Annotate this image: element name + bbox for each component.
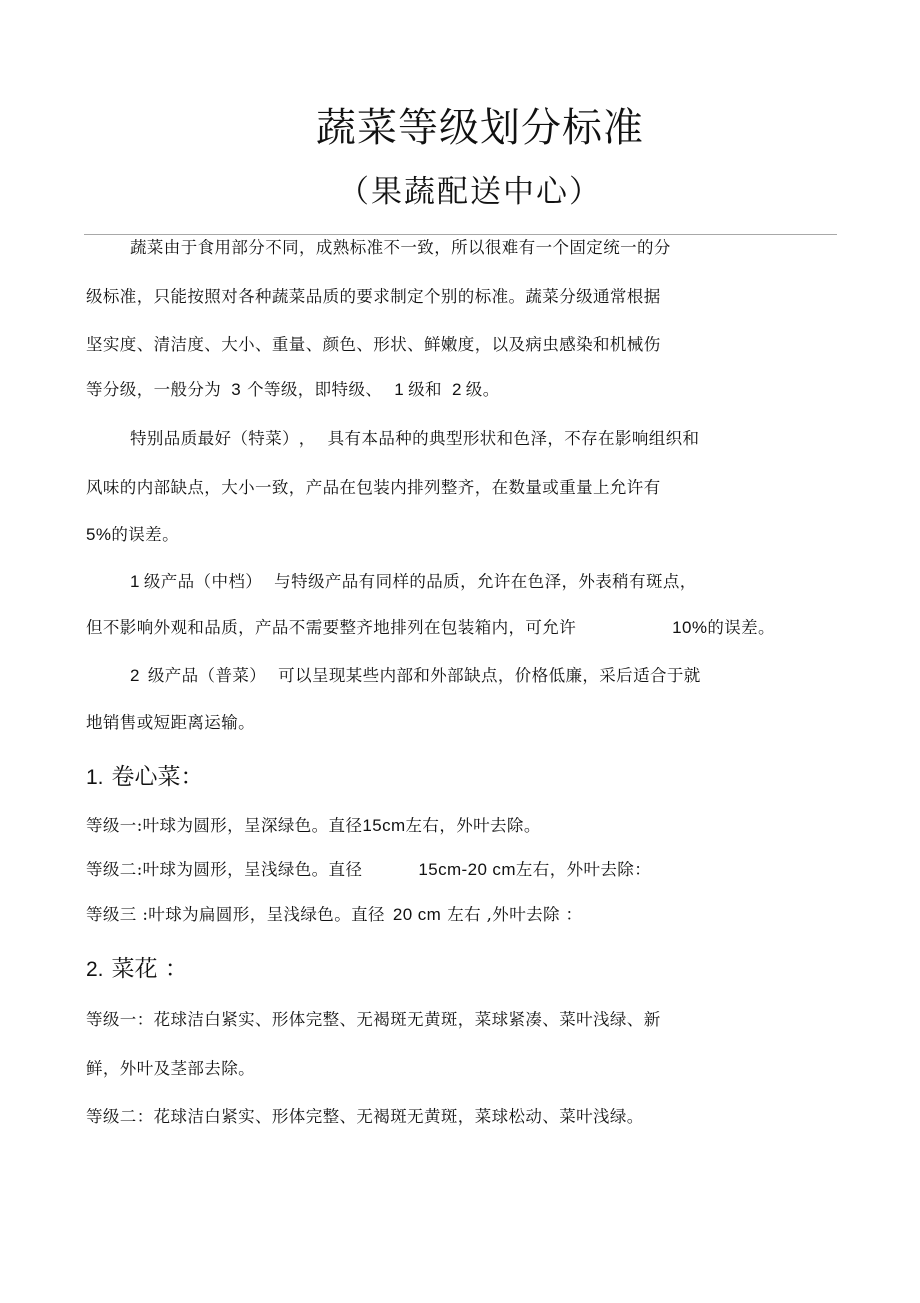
grade2-number: 2 <box>130 666 140 685</box>
grade-count: 3 <box>231 380 242 399</box>
section-heading-cauliflower <box>86 954 188 985</box>
special-label: 特别品质最好（特菜） <box>130 429 291 448</box>
section-heading-cabbage <box>86 762 204 793</box>
section-number: 2. <box>86 958 104 981</box>
special-text: 具有本品种的典型形状和色泽，不存在影响组织和 <box>327 429 700 448</box>
grade-text: 等级三 :叶球为扁圆形，呈浅绿色。直径 <box>86 905 385 924</box>
grade-number: 1 <box>394 380 405 399</box>
grade2-label: 级产品（普菜） <box>147 666 267 685</box>
grade1-text: 的误差。 <box>707 618 775 637</box>
grade1-line-2 <box>86 616 775 640</box>
special-line-1 <box>130 427 699 451</box>
intro-line-3: 坚实度、清洁度、大小、重量、颜色、形状、鲜嫩度，以及病虫感染和机械伤 <box>86 335 661 354</box>
special-tolerance: 5% <box>86 525 112 544</box>
grade2-line-1 <box>130 664 701 688</box>
grade1-label: 级产品（中档） <box>143 572 263 591</box>
grade-text: 左右 ,外叶去除 ： <box>447 905 583 924</box>
grade1-text: 与特级产品有同样的品质，允许在色泽，外表稍有斑点， <box>274 572 697 591</box>
grade2-line-2: 地销售或短距离运输。 <box>86 713 255 732</box>
intro-text: 级。 <box>465 380 500 399</box>
intro-text: 等分级，一般分为 <box>86 380 222 399</box>
grade-number: 2 <box>451 380 462 399</box>
intro-line-4 <box>86 378 500 402</box>
special-text: 的误差。 <box>111 525 179 544</box>
diameter-value: 20 cm <box>392 905 442 924</box>
grade-text: 左右，外叶去除。 <box>405 816 541 835</box>
cabbage-grade-2 <box>86 858 651 882</box>
cauliflower-grade-2: 等级二：花球洁白紧实、形体完整、无褐斑无黄斑，菜球松动、菜叶浅绿。 <box>86 1107 644 1126</box>
section-title: 菜花 ： <box>111 956 188 982</box>
section-title: 卷心菜： <box>111 764 204 790</box>
document-subtitle: （果蔬配送中心） <box>338 174 602 210</box>
diameter-value: 15cm-20 cm <box>418 860 516 879</box>
intro-text: 个等级，即特级、 <box>247 380 383 399</box>
cauliflower-grade-1-line-2: 鲜，外叶及茎部去除。 <box>86 1059 255 1078</box>
document-title: 蔬菜等级划分标准 <box>316 105 644 151</box>
intro-line-2: 级标准，只能按照对各种蔬菜品质的要求制定个别的标准。蔬菜分级通常根据 <box>86 287 661 306</box>
grade-text: 等级二:叶球为圆形，呈浅绿色。直径 <box>86 860 363 879</box>
cauliflower-grade-1-line-1: 等级一：花球洁白紧实、形体完整、无褐斑无黄斑，菜球紧凑、菜叶浅绿、新 <box>86 1010 661 1029</box>
grade1-text: 但不影响外观和品质，产品不需要整齐地排列在包装箱内，可允许 <box>86 618 577 637</box>
special-comma: ， <box>298 429 316 448</box>
grade-text: 等级一:叶球为圆形，呈深绿色。直径 <box>86 816 363 835</box>
header-divider <box>84 234 837 235</box>
intro-text: 级和 <box>408 380 442 399</box>
grade1-line-1 <box>130 570 697 594</box>
diameter-value: 15cm <box>362 816 406 835</box>
special-line-3 <box>86 523 179 547</box>
cabbage-grade-1 <box>86 814 541 838</box>
special-line-2: 风味的内部缺点，大小一致，产品在包装内排列整齐，在数量或重量上允许有 <box>86 478 661 497</box>
grade2-text: 可以呈现某些内部和外部缺点，价格低廉，采后适合于就 <box>278 666 701 685</box>
intro-line-1: 蔬菜由于食用部分不同，成熟标准不一致，所以很难有一个固定统一的分 <box>130 238 671 257</box>
grade1-tolerance: 10% <box>672 618 708 637</box>
cabbage-grade-3 <box>86 903 582 927</box>
section-number: 1. <box>86 766 104 789</box>
grade-text: 左右，外叶去除： <box>515 860 652 879</box>
grade1-number: 1 <box>130 572 140 591</box>
